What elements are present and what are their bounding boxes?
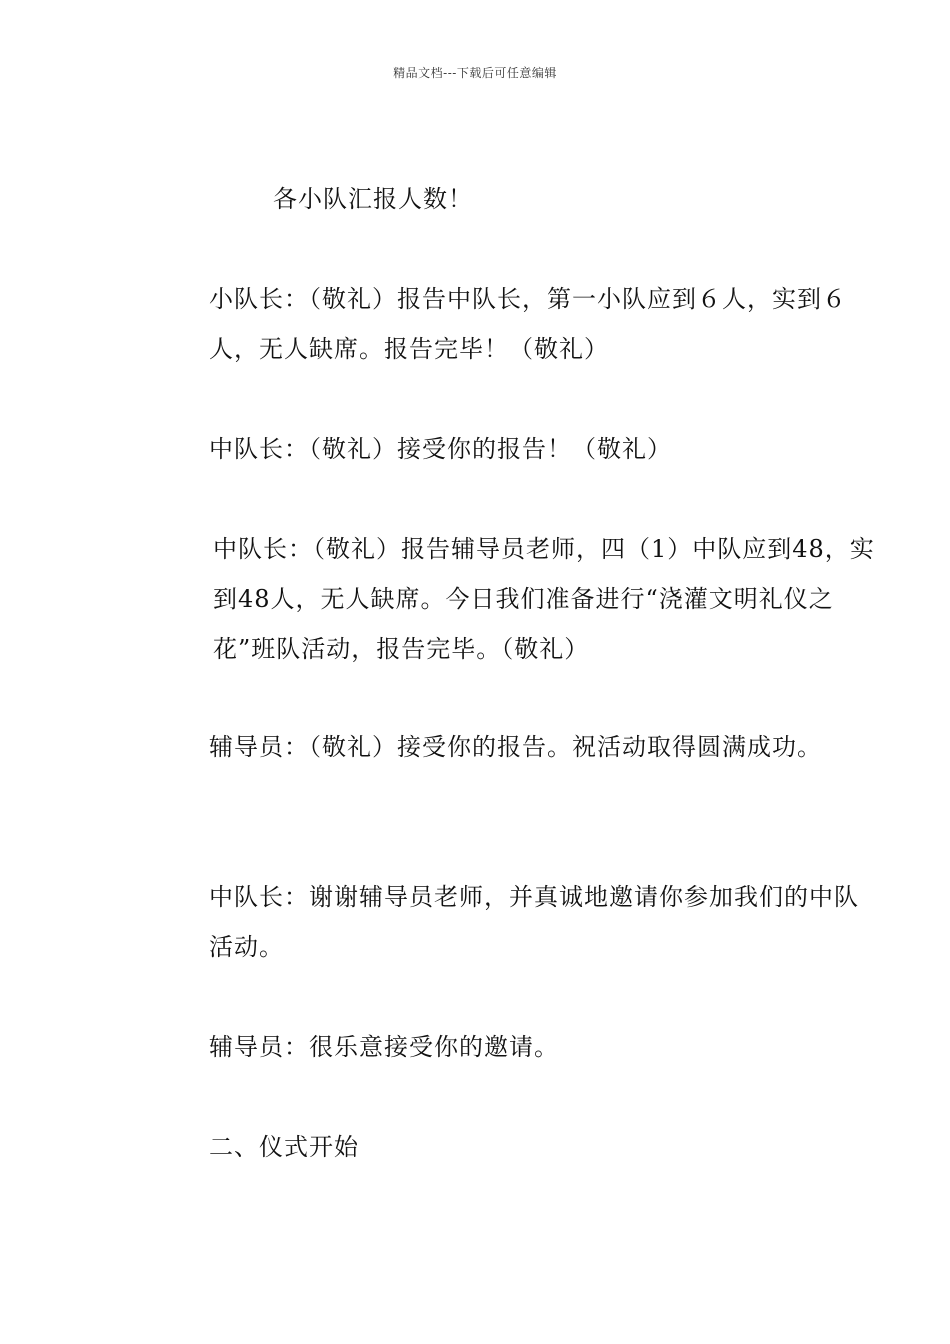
paragraph-squad-leader-report: 小队长：（敬礼）报告中队长，第一小队应到６人，实到６人，无人缺席。报告完毕！（敬礼）	[209, 285, 847, 363]
paragraph-counselor-accept: 辅导员：（敬礼）接受你的报告。祝活动取得圆满成功。	[209, 733, 822, 761]
page-header: 精品文档---下载后可任意编辑	[393, 66, 557, 80]
section-heading-ceremony: 二、仪式开始	[209, 1133, 359, 1161]
paragraph-captain-accept: 中队长：（敬礼）接受你的报告！（敬礼）	[209, 435, 672, 463]
paragraph-captain-invite: 中队长：谢谢辅导员老师，并真诚地邀请你参加我们的中队活动。	[209, 883, 859, 961]
paragraph-report-count: 各小队汇报人数！	[273, 185, 473, 213]
paragraph-counselor-reply: 辅导员：很乐意接受你的邀请。	[209, 1033, 559, 1061]
paragraph-captain-report: 中队长：（敬礼）报告辅导员老师，四（1）中队应到48，实到48人，无人缺席。今日我们准备进行“浇灌文明礼仪之花”班队活动，报告完毕。（敬礼）	[213, 535, 875, 663]
